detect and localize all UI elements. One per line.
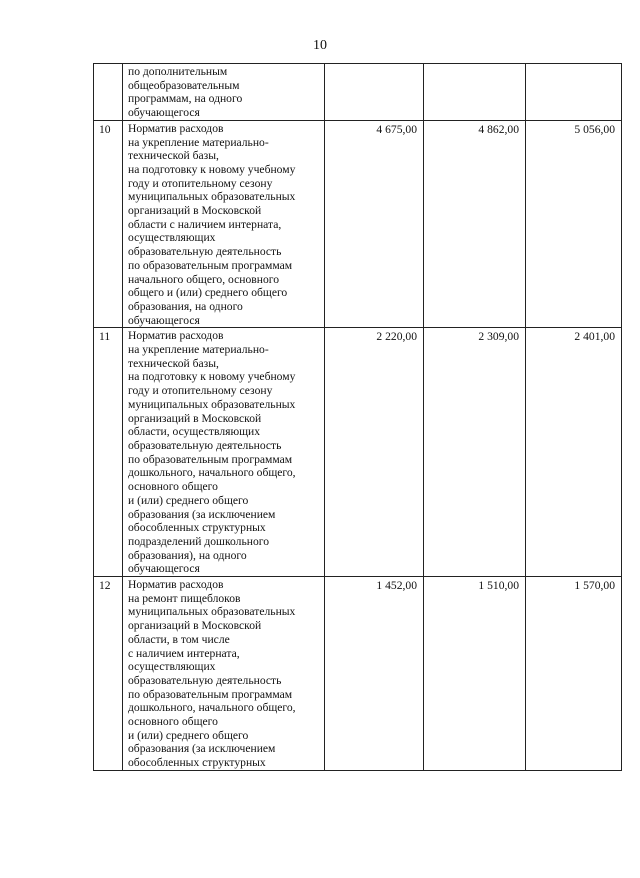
description-line: по дополнительным (128, 65, 228, 78)
value-year-3: 1 570,00 (526, 577, 622, 771)
description-line: на подготовку к новому учебному (128, 370, 296, 384)
row-description (123, 328, 325, 577)
description-line: дошкольного, начального общего, (128, 701, 296, 715)
page-number: 10 (313, 38, 327, 53)
row-description (123, 64, 325, 121)
description-line: осуществляющих (128, 231, 216, 245)
description-line: Норматив расходов (128, 329, 224, 343)
table-row (94, 328, 622, 577)
description-line: по образовательным программам (128, 452, 293, 466)
table-row (94, 120, 622, 328)
value-year-3: 5 056,00 (526, 120, 622, 328)
description-line: на подготовку к новому учебному (128, 162, 296, 176)
description-line: обучающегося (128, 562, 200, 576)
description-line: начального общего, основного (128, 272, 280, 286)
table-row (94, 64, 622, 121)
row-description (123, 120, 325, 328)
description-line: области, осуществляющих (128, 425, 261, 439)
description-line: обучающегося (128, 313, 200, 327)
description-line: муниципальных образовательных (128, 190, 296, 204)
description-line: году и отопительному сезону (128, 176, 273, 190)
description-line: Норматив расходов (128, 121, 224, 135)
description-line: организаций в Московской (128, 204, 262, 218)
description-line: по образовательным программам (128, 687, 293, 701)
row-number: 11 (94, 328, 123, 577)
description-line: Норматив расходов (128, 578, 224, 592)
description-line: образования, на одного (128, 299, 243, 313)
description-line: муниципальных образовательных (128, 397, 296, 411)
description-line: дошкольного, начального общего, (128, 466, 296, 480)
description-line: организаций в Московской (128, 619, 262, 633)
description-line: на ремонт пищеблоков (128, 591, 241, 605)
description-line: образования (за исключением (128, 507, 276, 521)
description-line: на укрепление материально- (128, 343, 269, 357)
description-line: области с наличием интерната, (128, 217, 282, 231)
value-year-1: 1 452,00 (325, 577, 424, 771)
description-line: образования), на одного (128, 548, 247, 562)
description-line: области, в том числе (128, 632, 230, 646)
description-line: общего и (или) среднего общего (128, 286, 288, 300)
value-year-3: 2 401,00 (526, 328, 622, 577)
description-line: и (или) среднего общего (128, 728, 249, 742)
description-line: и (или) среднего общего (128, 493, 249, 507)
row-number (94, 64, 123, 121)
norms-table (93, 63, 622, 771)
description-line: программам, на одного (128, 92, 243, 106)
row-description (123, 577, 325, 771)
table-row (94, 577, 622, 771)
description-line: основного общего (128, 480, 218, 494)
description-line: по образовательным программам (128, 258, 293, 272)
value-year-1: 4 675,00 (325, 120, 424, 328)
value-year-2 (424, 64, 526, 121)
value-year-3 (526, 64, 622, 121)
description-line: образовательную деятельность (128, 245, 282, 259)
description-line: обучающегося (128, 106, 200, 120)
description-line: на укрепление материально- (128, 135, 269, 149)
description-line: осуществляющих (128, 660, 216, 674)
value-year-2: 2 309,00 (424, 328, 526, 577)
value-year-2: 4 862,00 (424, 120, 526, 328)
description-line: образовательную деятельность (128, 438, 282, 452)
description-line: подразделений дошкольного (128, 534, 270, 548)
value-year-1 (325, 64, 424, 121)
description-line: технической базы, (128, 356, 219, 370)
description-line: году и отопительному сезону (128, 384, 273, 398)
row-number: 12 (94, 577, 123, 771)
description-line: муниципальных образовательных (128, 605, 296, 619)
value-year-1: 2 220,00 (325, 328, 424, 577)
row-number: 10 (94, 120, 123, 328)
description-line: обособленных структурных (128, 521, 266, 535)
description-line: с наличием интерната, (128, 646, 240, 660)
description-line: обособленных структурных (128, 756, 266, 770)
value-year-2: 1 510,00 (424, 577, 526, 771)
description-line: общеобразовательным (128, 78, 240, 92)
description-line: организаций в Московской (128, 411, 262, 425)
description-line: образовательную деятельность (128, 673, 282, 687)
description-line: основного общего (128, 715, 218, 729)
description-line: технической базы, (128, 149, 219, 163)
description-line: образования (за исключением (128, 742, 276, 756)
